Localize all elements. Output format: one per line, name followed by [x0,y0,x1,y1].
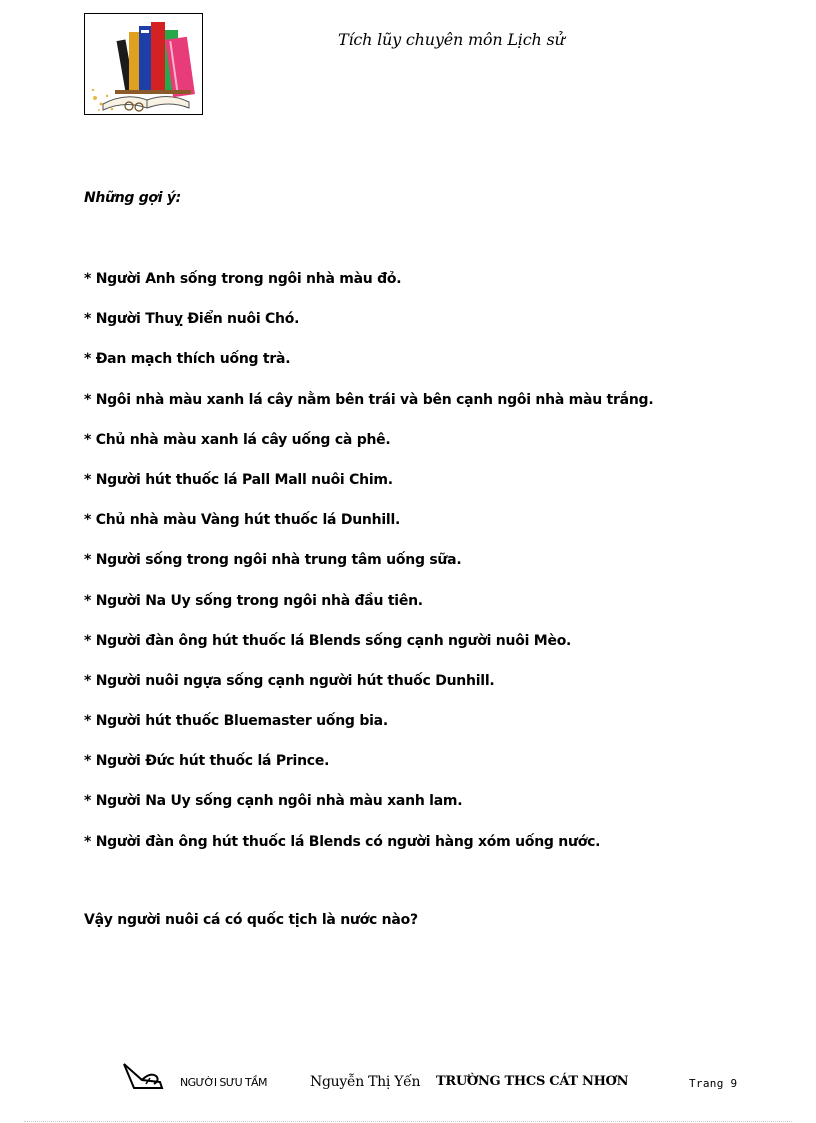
hint-item: * Người hút thuốc lá Pall Mall nuôi Chim. [84,471,393,488]
hint-item: * Đan mạch thích uống trà. [84,351,291,368]
page-footer [0,1060,816,1100]
hint-item: * Chủ nhà màu xanh lá cây uống cà phê. [84,431,391,448]
hint-item: * Ngôi nhà màu xanh lá cây nằm bên trái và bên cạnh ngôi nhà màu trắng. [84,391,654,408]
final-question: Vậy người nuôi cá có quốc tịch là nước nào? [84,912,418,928]
hint-item: * Người Thuỵ Điển nuôi Chó. [84,311,300,328]
hint-item: * Người sống trong ngôi nhà trung tâm uống sữa. [84,552,462,569]
hints-heading: Những gợi ý: [84,190,181,206]
hint-item: * Người Na Uy sống trong ngôi nhà đầu tiên. [84,592,423,609]
footer-collector-label: NGƯỜI SƯU TẦM [180,1076,267,1089]
books-clipart-icon [84,13,203,115]
page-header-title: Tích lũy chuyên môn Lịch sử [338,30,565,49]
hint-item: * Người đàn ông hút thuốc lá Blends có người hàng xóm uống nước. [84,833,601,850]
hint-item: * Người hút thuốc Bluemaster uống bia. [84,713,388,730]
hint-item: * Người Anh sống trong ngôi nhà màu đỏ. [84,271,402,287]
hint-item: * Người nuôi ngựa sống cạnh người hút thuốc Dunhill. [84,672,495,689]
footer-page-number: Trang 9 [689,1077,738,1090]
hint-list [84,268,653,871]
footer-author: Nguyễn Thị Yến [310,1074,421,1090]
hint-item: * Người Na Uy sống cạnh ngôi nhà màu xanh lam. [84,793,463,810]
footer-school: TRƯỜNG THCS CÁT NHƠN [436,1074,629,1089]
footer-divider [24,1121,792,1122]
hint-item: * Người đàn ông hút thuốc lá Blends sống cạnh người nuôi Mèo. [84,632,572,649]
pen-writing-icon [120,1060,168,1096]
hint-item: * Người Đức hút thuốc lá Prince. [84,753,330,770]
hint-item: * Chủ nhà màu Vàng hút thuốc lá Dunhill. [84,512,401,529]
